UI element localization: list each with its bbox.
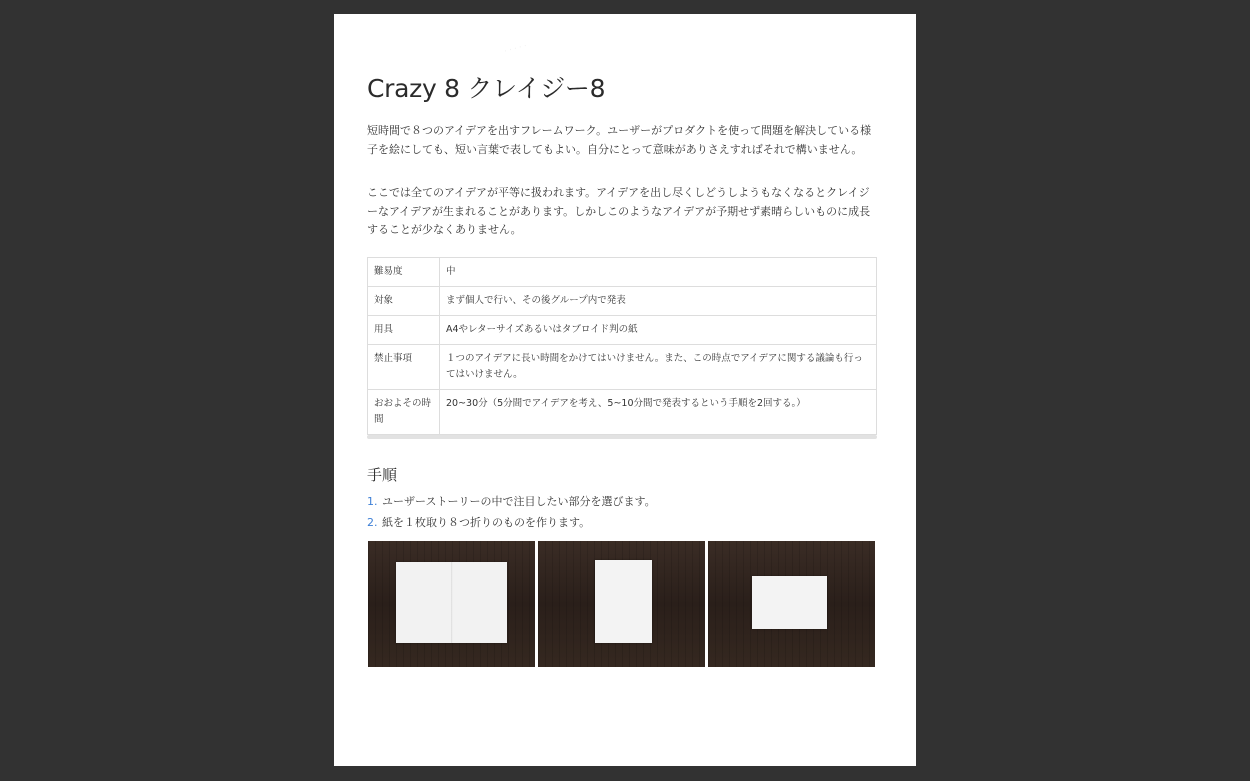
section-heading: 手順 bbox=[367, 466, 398, 484]
page-title: Crazy 8 クレイジー8 bbox=[367, 74, 606, 103]
table-row bbox=[368, 345, 877, 390]
paper-sheet bbox=[396, 562, 507, 643]
table-scrollbar[interactable] bbox=[367, 435, 877, 439]
watermark: · · · · · bbox=[503, 41, 528, 56]
table-key: 難易度 bbox=[368, 258, 440, 287]
list-item bbox=[367, 491, 656, 512]
list-number: 1. bbox=[367, 495, 378, 508]
list-item-text: 紙を１枚取り８つ折りのものを作ります。 bbox=[382, 516, 591, 529]
table-value: まず個人で行い、その後グループ内で発表 bbox=[440, 287, 877, 316]
table-value: 中 bbox=[440, 258, 877, 287]
photo-paper-folded-half bbox=[538, 541, 705, 667]
photo-paper-folded-quarter bbox=[708, 541, 875, 667]
intro-paragraph: ここでは全てのアイデアが平等に扱われます。アイデアを出し尽くしどうしようもなくなるとクレイジーなアイデアが生まれることがあります。しかしこのようなアイデアが予期せず素晴らしいものに成長することが少なくありません。 bbox=[367, 186, 871, 236]
photo-paper-unfolded bbox=[368, 541, 535, 667]
info-table bbox=[367, 257, 877, 435]
table-key: 対象 bbox=[368, 287, 440, 316]
paper-sheet bbox=[595, 560, 652, 643]
photo-strip bbox=[368, 541, 875, 667]
table-key: 用具 bbox=[368, 316, 440, 345]
list-number: 2. bbox=[367, 516, 378, 529]
paper-sheet bbox=[752, 576, 827, 629]
table-key: 禁止事項 bbox=[368, 345, 440, 390]
intro-paragraph: 短時間で８つのアイデアを出すフレームワーク。ユーザーがプロダクトを使って問題を解決している様子を絵にしても、短い言葉で表してもよい。自分にとって意味がありさえすればそれで構いません。 bbox=[367, 124, 872, 156]
table-value: 20~30分（5分間でアイデアを考え、5~10分間で発表するという手順を2回する。） bbox=[440, 390, 877, 435]
table-row bbox=[368, 390, 877, 435]
table-row bbox=[368, 258, 877, 287]
list-item bbox=[367, 512, 656, 533]
steps-list bbox=[367, 491, 656, 533]
list-item-text: ユーザーストーリーの中で注目したい部分を選びます。 bbox=[382, 495, 656, 508]
table-row bbox=[368, 316, 877, 345]
table-value: A4やレターサイズあるいはタブロイド判の紙 bbox=[440, 316, 877, 345]
document-page bbox=[334, 14, 916, 766]
table-row bbox=[368, 287, 877, 316]
table-key: おおよその時間 bbox=[368, 390, 440, 435]
table-value: １つのアイデアに長い時間をかけてはいけません。また、この時点でアイデアに関する議論も行ってはいけません。 bbox=[440, 345, 877, 390]
